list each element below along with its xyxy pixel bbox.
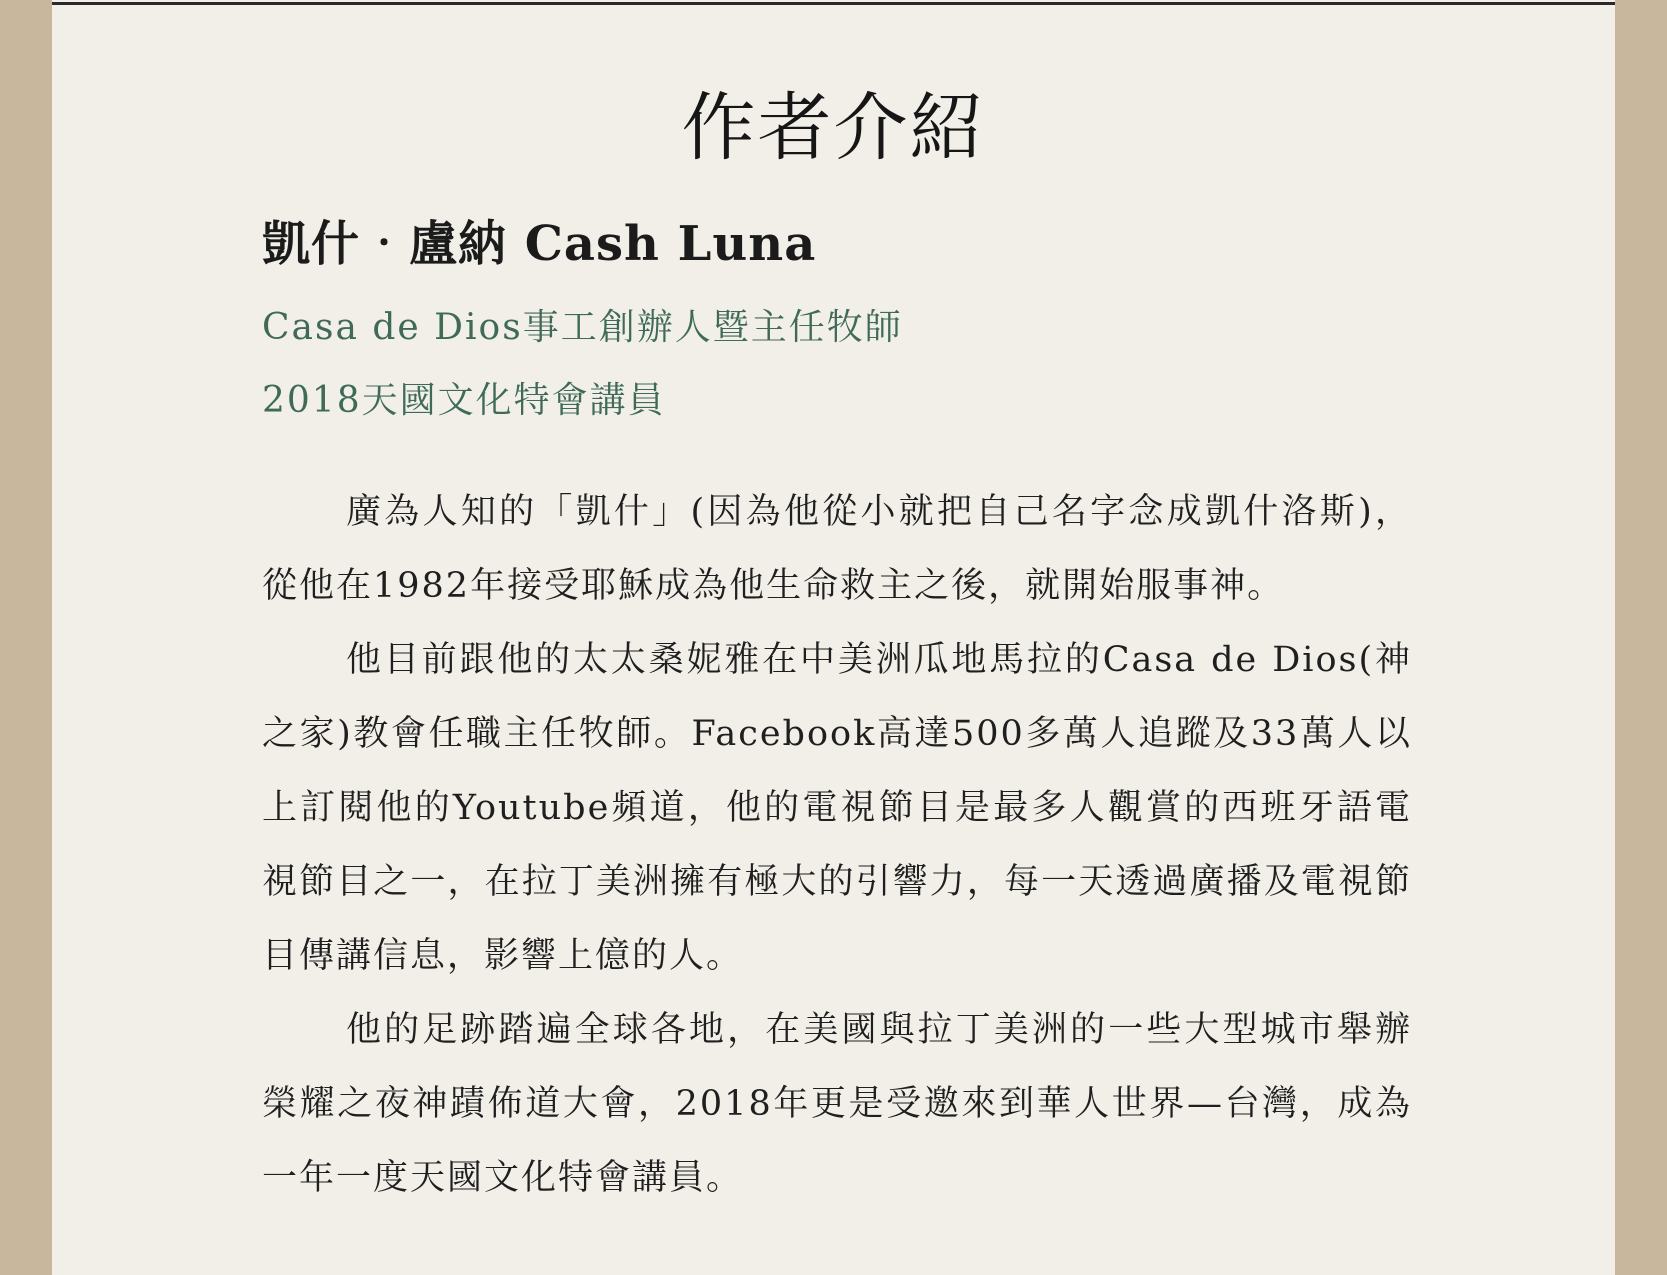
bio-paragraph-1: 廣為人知的「凱什」(因為他從小就把自己名字念成凱什洛斯)，從他在1982年接受耶穌成為他生命救主之後，就開始服事神。 [262, 492, 1412, 606]
page-title: 作者介紹 [681, 85, 986, 171]
author-role-speaker: 2018天國文化特會講員 [262, 380, 666, 421]
bio-paragraph-3: 他的足跡踏遍全球各地，在美國與拉丁美洲的一些大型城市舉辦榮耀之夜神蹟佈道大會，2018年更是受邀來到華人世界—台灣，成為一年一度天國文化特會講員。 [262, 1010, 1412, 1198]
book-page [52, 0, 1615, 1275]
author-role-founder: Casa de Dios事工創辦人暨主任牧師 [262, 307, 903, 348]
top-divider [52, 2, 1615, 5]
author-name: 凱什‧盧納 Cash Luna [262, 216, 817, 272]
author-biography [262, 475, 1412, 1215]
bio-paragraph-2: 他目前跟他的太太桑妮雅在中美洲瓜地馬拉的Casa de Dios(神之家)教會任職主任牧師。Facebook高達500多萬人追蹤及33萬人以上訂閱他的Youtube頻道，他的電視節目是最多人觀賞的西班牙語電視節目之一，在拉丁美洲擁有極大的引響力，每一天透過廣播及電視節目傳講信息，影響上億的人。 [262, 640, 1412, 976]
